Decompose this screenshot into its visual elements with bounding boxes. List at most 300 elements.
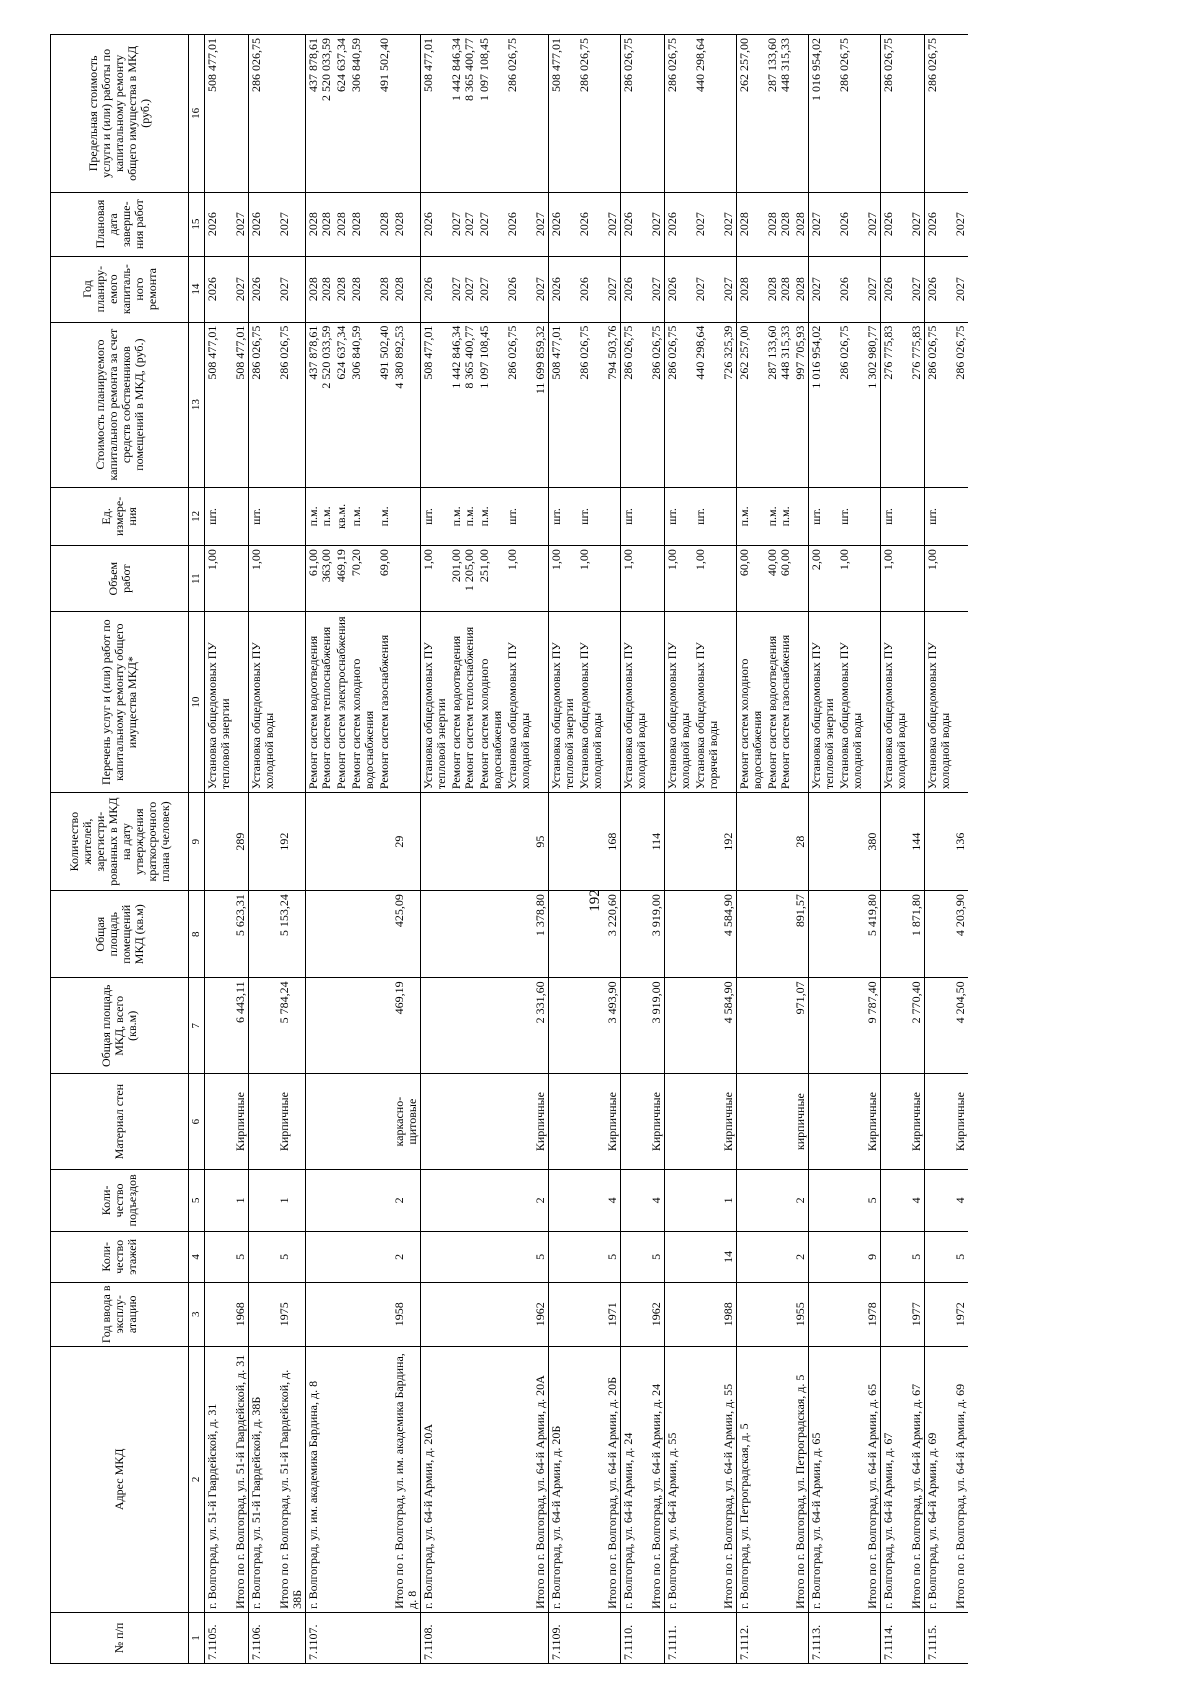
cell-floors: [334, 1231, 349, 1282]
col-number: 13: [189, 322, 205, 487]
cell-total-area: [549, 977, 578, 1073]
cell-work-type: [605, 611, 621, 792]
cell-address: [837, 1346, 865, 1612]
cell-max-cost: [533, 34, 549, 192]
cell-work-type: [793, 611, 809, 792]
cell-completion-date: 2026: [577, 192, 605, 256]
cell-line: Ремонт систем водоотведения: [449, 635, 463, 789]
cell-entrances: [693, 1169, 721, 1231]
cell-repair-year: 2027: [865, 256, 881, 322]
cell-planned-cost: 794 503,76: [605, 322, 621, 487]
cell-wall-material: [377, 1073, 392, 1169]
cell-max-cost: [765, 34, 793, 192]
cell-total-area: 469,19: [392, 977, 421, 1073]
cell-address: [349, 1346, 377, 1612]
cell-max-cost: 286 026,75: [925, 34, 954, 192]
cell-max-cost: 286 026,75: [621, 34, 650, 192]
cell-total-area: [837, 977, 865, 1073]
cell-commission-year: [577, 1282, 605, 1346]
cell-repair-year: 2027: [909, 256, 925, 322]
cell-wall-material: [693, 1073, 721, 1169]
cell-planned-cost: 1 016 954,02: [809, 322, 838, 487]
cell-commission-year: [477, 1282, 505, 1346]
document-table-rotated: [50, 34, 1150, 1664]
cell-entrances: [925, 1169, 954, 1231]
cell-work-volume: [449, 545, 477, 611]
cell-entrances: 2: [793, 1169, 809, 1231]
cell-unit: [721, 487, 737, 546]
cell-premises-area: 425,09: [392, 890, 421, 977]
cell-work-volume: 1,00: [249, 545, 278, 611]
cell-wall-material: [881, 1073, 910, 1169]
cell-repair-year: 2026: [577, 256, 605, 322]
cell-address: г. Волгоград, ул. 64-й Армии, д. 20А: [421, 1346, 450, 1612]
cell-row-number: [865, 1612, 881, 1663]
table-row: [721, 34, 737, 1663]
cell-row-number: [909, 1612, 925, 1663]
cell-wall-material: [421, 1073, 450, 1169]
cell-commission-year: [306, 1282, 335, 1346]
col-header-10: Перечень услуг и (или) работ по капитальному ремонту общего имущества МКД*: [51, 611, 189, 792]
cell-completion-date: [765, 192, 793, 256]
col-number: 14: [189, 256, 205, 322]
cell-unit: шт.: [809, 487, 838, 546]
cell-floors: 5: [909, 1231, 925, 1282]
cell-commission-year: 1972: [953, 1282, 968, 1346]
col-number: 12: [189, 487, 205, 546]
cell-entrances: 2: [392, 1169, 421, 1231]
cell-commission-year: [837, 1282, 865, 1346]
cell-planned-cost: 276 775,83: [909, 322, 925, 487]
cell-commission-year: [505, 1282, 533, 1346]
cell-work-volume: [865, 545, 881, 611]
col-header-3: Год ввода в эксплу-атацию: [51, 1282, 189, 1346]
table-row: [533, 34, 549, 1663]
cell-work-type: [533, 611, 549, 792]
cell-unit: [605, 487, 621, 546]
cell-residents: [505, 792, 533, 890]
cell-row-number: [477, 1612, 505, 1663]
table-header: [51, 34, 205, 1663]
cell-planned-cost: 286 026,75: [577, 322, 605, 487]
cell-premises-area: 3 919,00: [649, 890, 665, 977]
cell-residents: 136: [953, 792, 968, 890]
cell-floors: [809, 1231, 838, 1282]
cell-total-area: [765, 977, 793, 1073]
table-row: [477, 34, 505, 1663]
cell-row-number: 7.1114.: [881, 1612, 910, 1663]
cell-unit: шт.: [577, 487, 605, 546]
cell-address: Итого по г. Волгоград, ул. им. академика Бардина, д. 8: [392, 1346, 421, 1612]
cell-total-area: [665, 977, 694, 1073]
cell-work-type: [306, 611, 335, 792]
cell-entrances: [334, 1169, 349, 1231]
cell-residents: [693, 792, 721, 890]
cell-commission-year: [737, 1282, 766, 1346]
cell-unit: [865, 487, 881, 546]
cell-floors: [449, 1231, 477, 1282]
cell-commission-year: [377, 1282, 392, 1346]
cell-residents: [421, 792, 450, 890]
cell-repair-year: 2028: [392, 256, 421, 322]
cell-address: г. Волгоград, ул. 64-й Армии, д. 20Б: [549, 1346, 578, 1612]
cell-total-area: 3 919,00: [649, 977, 665, 1073]
cell-planned-cost: 508 477,01: [205, 322, 234, 487]
cell-address: [505, 1346, 533, 1612]
cell-line: п.м.: [778, 505, 792, 526]
cell-total-area: 2 331,60: [533, 977, 549, 1073]
cell-floors: 14: [721, 1231, 737, 1282]
cell-floors: [477, 1231, 505, 1282]
cell-total-area: [205, 977, 234, 1073]
cell-max-cost: [306, 34, 335, 192]
cell-repair-year: [306, 256, 335, 322]
cell-max-cost: 286 026,75: [881, 34, 910, 192]
cell-planned-cost: 286 026,75: [837, 322, 865, 487]
cell-line: Ремонт систем теплоснабжения: [319, 626, 333, 789]
cell-planned-cost: [306, 322, 335, 487]
col-number: 2: [189, 1346, 205, 1612]
cell-total-area: [449, 977, 477, 1073]
col-header-12: Ед. измере-ния: [51, 487, 189, 546]
cell-wall-material: [621, 1073, 650, 1169]
cell-line: 2028: [778, 211, 792, 236]
cell-address: [693, 1346, 721, 1612]
capital-repair-table: [50, 34, 968, 1664]
col-header-1: № п/п: [51, 1612, 189, 1663]
cell-line: п.м.: [306, 505, 320, 526]
cell-entrances: [765, 1169, 793, 1231]
cell-floors: [621, 1231, 650, 1282]
cell-commission-year: [881, 1282, 910, 1346]
cell-address: [334, 1346, 349, 1612]
cell-floors: [377, 1231, 392, 1282]
cell-line: 448 315,33: [778, 37, 792, 92]
cell-work-volume: 1,00: [881, 545, 910, 611]
cell-completion-date: 2027: [277, 192, 306, 256]
cell-address: Итого по г. Волгоград, ул. 64-й Армии, д. 67: [909, 1346, 925, 1612]
col-header-13: Стоимость планируемого капитального ремонта за счет средств собственников помещений в МКД, (руб.): [51, 322, 189, 487]
cell-floors: [549, 1231, 578, 1282]
cell-repair-year: 2026: [249, 256, 278, 322]
cell-work-type: Установка общедомовых ПУ тепловой энергии: [205, 611, 234, 792]
cell-residents: [621, 792, 650, 890]
cell-work-type: Ремонт систем холодного водоснабжения: [477, 611, 505, 792]
cell-wall-material: Кирпичные: [649, 1073, 665, 1169]
cell-entrances: [549, 1169, 578, 1231]
cell-row-number: 7.1113.: [809, 1612, 838, 1663]
cell-premises-area: [334, 890, 349, 977]
cell-entrances: [449, 1169, 477, 1231]
cell-floors: [693, 1231, 721, 1282]
cell-work-volume: 469,19: [334, 545, 349, 611]
cell-work-type: Установка общедомовых ПУ холодной воды: [621, 611, 650, 792]
cell-premises-area: [765, 890, 793, 977]
cell-row-number: [277, 1612, 306, 1663]
cell-address: Итого по г. Волгоград, ул. 64-й Армии, д. 20Б: [605, 1346, 621, 1612]
cell-max-cost: 1 016 954,02: [809, 34, 838, 192]
cell-work-volume: [909, 545, 925, 611]
cell-premises-area: [737, 890, 766, 977]
cell-line: 40,00: [765, 548, 779, 576]
cell-wall-material: [449, 1073, 477, 1169]
col-number: 16: [189, 34, 205, 192]
cell-premises-area: [477, 890, 505, 977]
cell-repair-year: [765, 256, 793, 322]
cell-entrances: [809, 1169, 838, 1231]
cell-planned-cost: [449, 322, 477, 487]
cell-total-area: 6 443,11: [233, 977, 249, 1073]
cell-row-number: [349, 1612, 377, 1663]
cell-wall-material: Кирпичные: [721, 1073, 737, 1169]
cell-line: 2028: [306, 276, 320, 301]
cell-commission-year: [349, 1282, 377, 1346]
cell-line: Ремонт систем водоотведения: [765, 635, 779, 789]
cell-commission-year: 1978: [865, 1282, 881, 1346]
cell-repair-year: 2027: [953, 256, 968, 322]
cell-work-type: [392, 611, 421, 792]
table-row: [953, 34, 968, 1663]
cell-completion-date: 2026: [421, 192, 450, 256]
table-body: [205, 34, 969, 1663]
col-header-9: Количество жителей, зарегистри-рованных в МКД на дату утверждения краткосрочного плана (человек): [51, 792, 189, 890]
cell-work-volume: [233, 545, 249, 611]
cell-work-volume: [765, 545, 793, 611]
cell-premises-area: 4 584,90: [721, 890, 737, 977]
cell-row-number: [793, 1612, 809, 1663]
cell-wall-material: [737, 1073, 766, 1169]
cell-entrances: 1: [721, 1169, 737, 1231]
table-row: [577, 34, 605, 1663]
col-header-15: Плановая дата заверше-ния работ: [51, 192, 189, 256]
cell-entrances: 1: [277, 1169, 306, 1231]
cell-line: 1 205,00: [462, 548, 476, 591]
cell-address: [449, 1346, 477, 1612]
cell-entrances: [505, 1169, 533, 1231]
cell-commission-year: 1971: [605, 1282, 621, 1346]
cell-premises-area: [665, 890, 694, 977]
cell-entrances: [205, 1169, 234, 1231]
cell-planned-cost: 1 302 980,77: [865, 322, 881, 487]
cell-completion-date: 2028: [377, 192, 392, 256]
cell-completion-date: 2027: [693, 192, 721, 256]
cell-repair-year: 2027: [721, 256, 737, 322]
cell-residents: 192: [277, 792, 306, 890]
cell-total-area: 5 784,24: [277, 977, 306, 1073]
table-row: [737, 34, 766, 1663]
cell-repair-year: 2026: [837, 256, 865, 322]
cell-unit: шт.: [249, 487, 278, 546]
cell-total-area: 9 787,40: [865, 977, 881, 1073]
cell-work-type: [649, 611, 665, 792]
cell-unit: шт.: [837, 487, 865, 546]
cell-line: 2028: [306, 211, 320, 236]
cell-max-cost: 286 026,75: [665, 34, 694, 192]
cell-line: 1 442 846,34: [449, 325, 463, 389]
cell-work-type: Установка общедомовых ПУ холодной воды: [505, 611, 533, 792]
cell-work-type: Ремонт систем холодного водоснабжения: [737, 611, 766, 792]
col-header-2: Адрес МКД: [51, 1346, 189, 1612]
cell-floors: [925, 1231, 954, 1282]
cell-line: 60,00: [778, 548, 792, 576]
cell-floors: [306, 1231, 335, 1282]
cell-max-cost: 508 477,01: [205, 34, 234, 192]
cell-unit: [306, 487, 335, 546]
cell-wall-material: кирпичные: [793, 1073, 809, 1169]
cell-commission-year: [621, 1282, 650, 1346]
cell-max-cost: 624 637,34: [334, 34, 349, 192]
cell-repair-year: 2026: [881, 256, 910, 322]
cell-unit: [953, 487, 968, 546]
cell-total-area: [577, 977, 605, 1073]
cell-residents: [665, 792, 694, 890]
table-row: [306, 34, 335, 1663]
table-row: [865, 34, 881, 1663]
table-row: [505, 34, 533, 1663]
cell-premises-area: 3 220,60: [605, 890, 621, 977]
cell-work-type: Установка общедомовых ПУ холодной воды: [881, 611, 910, 792]
cell-residents: 95: [533, 792, 549, 890]
cell-floors: 5: [649, 1231, 665, 1282]
cell-address: Итого по г. Волгоград, ул. 64-й Армии, д. 65: [865, 1346, 881, 1612]
col-header-4: Коли-чество этажей: [51, 1231, 189, 1282]
table-row: [421, 34, 450, 1663]
cell-repair-year: 2027: [605, 256, 621, 322]
cell-row-number: [649, 1612, 665, 1663]
table-row: [249, 34, 278, 1663]
cell-commission-year: [925, 1282, 954, 1346]
cell-repair-year: 2026: [205, 256, 234, 322]
cell-row-number: 7.1110.: [621, 1612, 650, 1663]
cell-planned-cost: 286 026,75: [277, 322, 306, 487]
cell-entrances: 4: [909, 1169, 925, 1231]
cell-line: 2028: [765, 276, 779, 301]
cell-work-volume: 1,00: [549, 545, 578, 611]
cell-unit: шт.: [665, 487, 694, 546]
cell-residents: [837, 792, 865, 890]
cell-residents: [249, 792, 278, 890]
cell-residents: 380: [865, 792, 881, 890]
cell-work-volume: [277, 545, 306, 611]
table-row: [205, 34, 234, 1663]
cell-work-type: Ремонт систем электроснабжения: [334, 611, 349, 792]
cell-commission-year: [809, 1282, 838, 1346]
cell-planned-cost: 286 026,75: [649, 322, 665, 487]
cell-floors: 5: [533, 1231, 549, 1282]
cell-planned-cost: 491 502,40: [377, 322, 392, 487]
cell-line: 2027: [462, 276, 476, 301]
cell-completion-date: 2027: [909, 192, 925, 256]
cell-completion-date: [449, 192, 477, 256]
cell-residents: 29: [392, 792, 421, 890]
table-row: [233, 34, 249, 1663]
cell-max-cost: 286 026,75: [249, 34, 278, 192]
cell-repair-year: 2027: [809, 256, 838, 322]
cell-repair-year: 2027: [233, 256, 249, 322]
cell-work-volume: 1,00: [505, 545, 533, 611]
cell-row-number: [505, 1612, 533, 1663]
cell-address: [377, 1346, 392, 1612]
cell-max-cost: 286 026,75: [505, 34, 533, 192]
cell-completion-date: 2027: [477, 192, 505, 256]
cell-planned-cost: 11 699 859,32: [533, 322, 549, 487]
cell-max-cost: 508 477,01: [549, 34, 578, 192]
cell-planned-cost: 286 026,75: [665, 322, 694, 487]
cell-entrances: 2: [533, 1169, 549, 1231]
cell-premises-area: [377, 890, 392, 977]
cell-row-number: [334, 1612, 349, 1663]
cell-floors: 5: [953, 1231, 968, 1282]
cell-premises-area: [306, 890, 335, 977]
cell-line: п.м.: [449, 505, 463, 526]
cell-max-cost: 286 026,75: [577, 34, 605, 192]
cell-completion-date: 2028: [349, 192, 377, 256]
cell-repair-year: [449, 256, 477, 322]
cell-commission-year: 1962: [649, 1282, 665, 1346]
cell-address: [477, 1346, 505, 1612]
cell-planned-cost: 726 325,39: [721, 322, 737, 487]
cell-completion-date: 2027: [649, 192, 665, 256]
cell-residents: [925, 792, 954, 890]
cell-line: 287 133,60: [765, 37, 779, 92]
cell-floors: [205, 1231, 234, 1282]
cell-premises-area: 5 623,31: [233, 890, 249, 977]
cell-work-volume: [649, 545, 665, 611]
cell-unit: [765, 487, 793, 546]
cell-address: г. Волгоград, ул. 64-й Армии, д. 55: [665, 1346, 694, 1612]
col-header-5: Коли-чество подъездов: [51, 1169, 189, 1231]
cell-residents: [737, 792, 766, 890]
cell-planned-cost: 508 477,01: [421, 322, 450, 487]
cell-row-number: [577, 1612, 605, 1663]
cell-wall-material: [925, 1073, 954, 1169]
cell-max-cost: 286 026,75: [837, 34, 865, 192]
cell-total-area: [421, 977, 450, 1073]
cell-completion-date: 2027: [605, 192, 621, 256]
cell-total-area: [925, 977, 954, 1073]
cell-unit: п.м.: [737, 487, 766, 546]
cell-completion-date: 2026: [665, 192, 694, 256]
cell-entrances: [665, 1169, 694, 1231]
cell-repair-year: 2028: [737, 256, 766, 322]
cell-completion-date: 2027: [865, 192, 881, 256]
cell-wall-material: [306, 1073, 335, 1169]
table-row: [621, 34, 650, 1663]
table-row: [793, 34, 809, 1663]
cell-work-type: [449, 611, 477, 792]
cell-wall-material: [809, 1073, 838, 1169]
cell-work-volume: [392, 545, 421, 611]
col-number: 8: [189, 890, 205, 977]
cell-row-number: 7.1105.: [205, 1612, 234, 1663]
cell-completion-date: 2026: [881, 192, 910, 256]
cell-total-area: [693, 977, 721, 1073]
cell-premises-area: [693, 890, 721, 977]
cell-unit: шт.: [549, 487, 578, 546]
cell-residents: [306, 792, 335, 890]
cell-wall-material: Кирпичные: [865, 1073, 881, 1169]
cell-premises-area: 5 419,80: [865, 890, 881, 977]
cell-entrances: 1: [233, 1169, 249, 1231]
cell-max-cost: [909, 34, 925, 192]
cell-row-number: [721, 1612, 737, 1663]
cell-work-type: [953, 611, 968, 792]
cell-repair-year: 2027: [693, 256, 721, 322]
table-row: [334, 34, 349, 1663]
cell-row-number: [765, 1612, 793, 1663]
cell-wall-material: [205, 1073, 234, 1169]
cell-residents: [809, 792, 838, 890]
